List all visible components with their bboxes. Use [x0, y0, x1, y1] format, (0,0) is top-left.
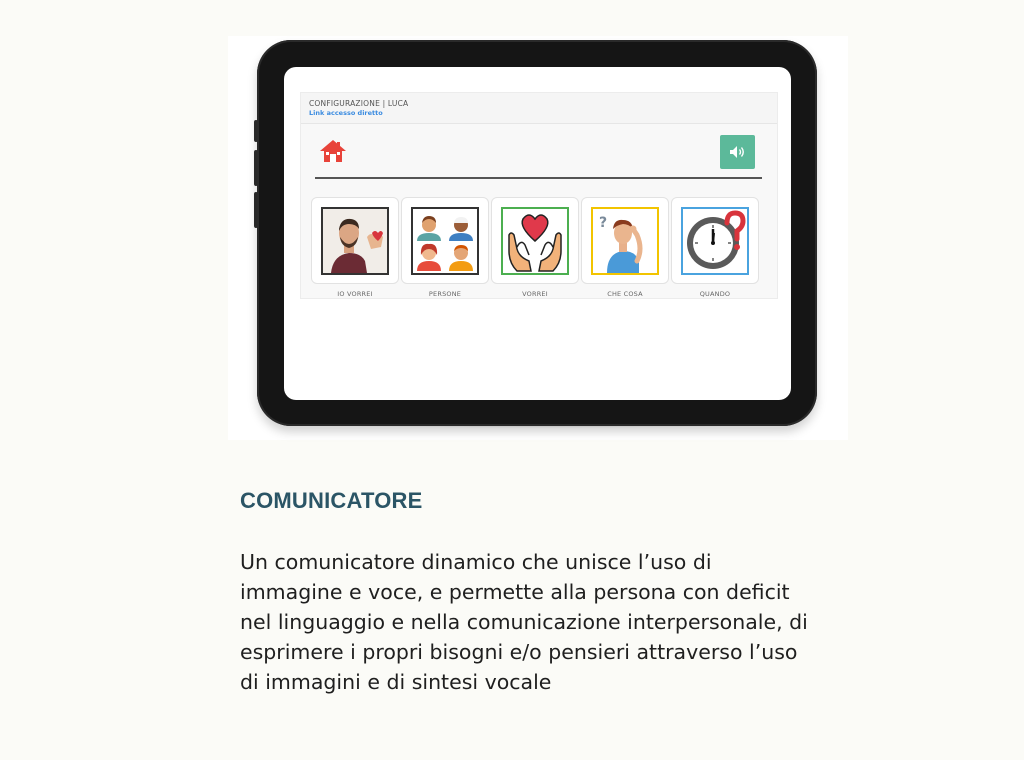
card-label: PERSONE [428, 290, 462, 298]
hands-holding-heart-icon [503, 209, 567, 273]
card-persone[interactable] [401, 197, 489, 298]
card-image [591, 207, 659, 275]
section-description: Un comunicatore dinamico che unisce l’uso di immagine e voce, e permette alla persona con deficit nel linguaggio e nella comunicazione interpersonale, di esprimere i propri bisogni e/o pensieri attraverso l’uso di immagini e di sintesi vocale [240, 550, 808, 694]
card-label: IO VORREI [337, 290, 373, 298]
app-title: CONFIGURAZIONE | LUCA [309, 99, 409, 108]
man-with-heart-hands-icon [323, 209, 387, 273]
communicator-app [300, 92, 778, 299]
svg-text:?: ? [599, 215, 608, 231]
card-che-cosa[interactable] [581, 197, 669, 298]
divider [315, 177, 762, 179]
card-label: QUANDO [699, 290, 731, 298]
man-thinking-question-icon [593, 209, 657, 273]
group-of-people-icon [413, 209, 477, 273]
card-image [321, 207, 389, 275]
card-label: VORREI [522, 290, 548, 298]
tablet-screen [284, 67, 791, 400]
card-image [681, 207, 749, 275]
section-title: COMUNICATORE [240, 488, 423, 513]
app-header [301, 93, 777, 124]
home-icon [318, 138, 348, 164]
card-quando[interactable] [671, 197, 759, 298]
card-label: CHE COSA [607, 290, 643, 298]
card-image [411, 207, 479, 275]
speak-button[interactable] [720, 135, 755, 169]
card-io-vorrei[interactable] [311, 197, 399, 298]
direct-access-link[interactable]: Link accesso diretto [309, 109, 383, 117]
home-button[interactable] [318, 138, 348, 164]
card-vorrei[interactable] [491, 197, 579, 298]
clock-question-icon [683, 209, 747, 273]
card-image [501, 207, 569, 275]
speaker-icon [729, 145, 747, 159]
